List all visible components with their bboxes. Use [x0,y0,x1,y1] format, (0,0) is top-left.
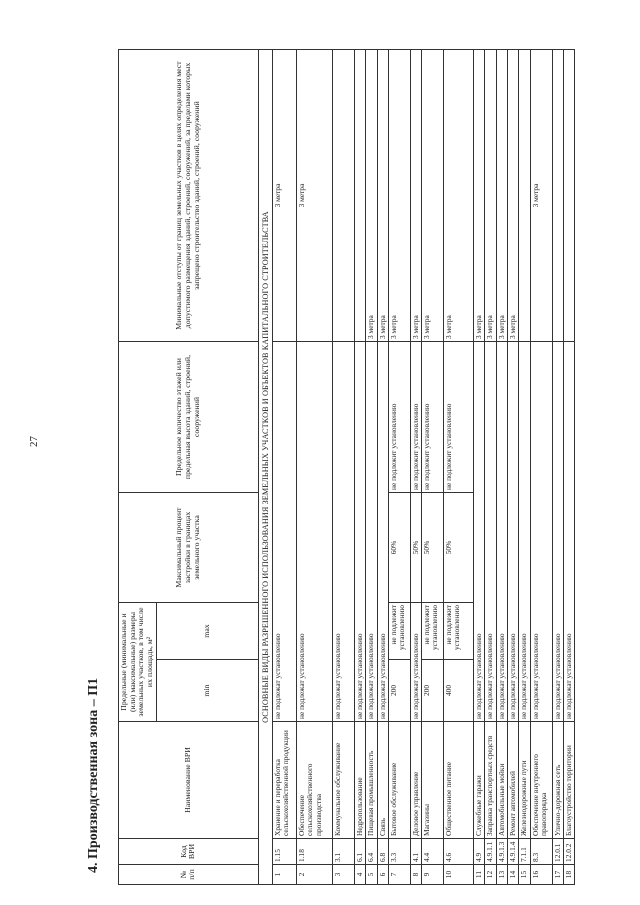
table-row [377,50,388,885]
row-min: 200 [422,660,444,722]
row-min: 400 [444,660,474,722]
row-setback [333,50,355,342]
header-floors: Предельное количество этажей или предельная высота зданий, строений, сооружений [119,342,259,493]
row-setback: 3 метра [474,50,485,342]
row-setback [563,50,574,342]
row-limits: не подлежат установлению [519,342,530,722]
table-row [422,50,444,885]
row-limits: не подлежат установлению [474,342,485,722]
row-code: 6.8 [377,839,388,865]
table-row [563,50,574,885]
table-row [485,50,496,885]
row-code: 4.9.1.4 [508,839,519,865]
row-setback: 3 метра [410,50,421,342]
row-setback: 3 метра [444,50,474,342]
header-code: Код ВРИ [119,839,259,865]
row-name: Коммунальное обслуживание [333,722,355,839]
table-row [388,50,410,885]
row-limits: не подлежат установлению [530,342,552,722]
row-setback [355,50,366,342]
row-limits: не подлежат установлению [508,342,519,722]
row-max: не подлежит установлению [422,603,444,660]
row-limits: не подлежат установлению [273,342,297,722]
row-percent: 50% [422,493,444,603]
row-code: 4.6 [444,839,474,865]
row-name: Железнодорожные пути [519,722,530,839]
row-num: 18 [563,865,574,885]
row-num: 11 [474,865,485,885]
table-row [519,50,530,885]
row-code: 4.1 [410,839,421,865]
row-code: 3.1 [333,839,355,865]
page-number: 27 [28,436,40,447]
row-name: Обеспечение внутреннего правопорядка [530,722,552,839]
row-setback: 3 метра [388,50,410,342]
row-num: 7 [388,865,410,885]
header-setback: Минимальные отступы от границ земельных участков в целях определения мест допустимого размещения зданий, строений, сооружений, за пределами которых запрещено строительство зданий, строений, сооружений [119,50,259,342]
row-num: 3 [333,865,355,885]
table-row [552,50,563,885]
table-row [273,50,297,885]
row-name: Обеспечение сельскохозяйственного производства [297,722,333,839]
row-name: Автомобильные мойки [496,722,507,839]
row-num: 2 [297,865,333,885]
row-percent: 60% [388,493,410,603]
row-limits: не подлежат установлению [410,603,421,722]
row-name: Общественное питание [444,722,474,839]
row-percent: 50% [410,493,421,603]
row-name: Хранение и переработка сельскохозяйственной продукции [273,722,297,839]
row-code: 3.3 [388,839,410,865]
row-setback: 3 метра [496,50,507,342]
page-title: 4. Производственная зона – П1 [86,677,101,873]
row-max: не подлежит установлению [388,603,410,660]
row-floors: не подлежит установлению [388,342,410,493]
row-num: 15 [519,865,530,885]
row-limits: не подлежат установлению [333,342,355,722]
row-limits: не подлежат установлению [496,342,507,722]
table-row [444,50,474,885]
row-limits: не подлежат установлению [563,342,574,722]
table-row [366,50,377,885]
row-limits: не подлежат установлению [485,342,496,722]
row-code: 1.18 [297,839,333,865]
row-num: 6 [377,865,388,885]
row-percent: 50% [444,493,474,603]
row-limits: не подлежат установлению [297,342,333,722]
row-floors: не подлежит установлению [444,342,474,493]
regulations-table [118,49,575,885]
row-name: Пищевая промышленность [366,722,377,839]
table-row [530,50,552,885]
row-code: 12.0.2 [563,839,574,865]
table-row [508,50,519,885]
table-row [333,50,355,885]
row-num: 1 [273,865,297,885]
row-name: Благоустройство территории [563,722,574,839]
row-name: Бытовое обслуживание [388,722,410,839]
row-setback [552,50,563,342]
row-num: 12 [485,865,496,885]
header-min: min [156,660,258,722]
row-setback: 3 метра [377,50,388,342]
row-num: 10 [444,865,474,885]
row-num: 8 [410,865,421,885]
section-title: ОСНОВНЫЕ ВИДЫ РАЗРЕШЕННОГО ИСПОЛЬЗОВАНИЯ ЗЕМЕЛЬНЫХ УЧАСТКОВ И ОБЪЕКТОВ КАПИТАЛЬНОГО СТРОИТЕЛЬСТВА [258,50,272,885]
table-row [355,50,366,885]
row-code: 4.4 [422,839,444,865]
row-setback: 3 метра [297,50,333,342]
row-name: Заправка транспортных средств [485,722,496,839]
row-name: Служебные гаражи [474,722,485,839]
row-num: 17 [552,865,563,885]
row-setback: 3 метра [273,50,297,342]
header-num: № п/п [119,865,259,885]
header-limits: Предельные (минимальные и (или) максимальные) размеры земельных участков, в том числе их площадь, м² [119,603,157,722]
row-code: 1.15 [273,839,297,865]
table-row [474,50,485,885]
header-max: max [156,603,258,660]
row-max: не подлежит установлению [444,603,474,660]
row-limits: не подлежат установлению [552,342,563,722]
table-row [410,50,421,885]
row-setback: 3 метра [366,50,377,342]
row-name: Ремонт автомобилей [508,722,519,839]
row-num: 13 [496,865,507,885]
row-setback: 3 метра [422,50,444,342]
row-setback: 3 метра [530,50,552,342]
header-percent: Максимальный процент застройки в границах земельного участка [119,493,259,603]
row-name: Связь [377,722,388,839]
rotated-page [86,50,631,885]
row-code: 6.4 [366,839,377,865]
row-setback: 3 метра [485,50,496,342]
row-code: 12.0.1 [552,839,563,865]
row-name: Деловое управление [410,722,421,839]
row-num: 5 [366,865,377,885]
row-name: Недропользование [355,722,366,839]
row-limits: не подлежат установлению [355,342,366,722]
table-row [297,50,333,885]
row-name: Магазины [422,722,444,839]
row-code: 4.9 [474,839,485,865]
row-num: 9 [422,865,444,885]
header-name: Наименование ВРИ [119,722,259,839]
row-setback: 3 метра [508,50,519,342]
row-name: Улично-дорожная сеть [552,722,563,839]
table-row [496,50,507,885]
row-setback [519,50,530,342]
row-num: 14 [508,865,519,885]
row-floors: не подлежит установлению [410,342,421,493]
row-limits: не подлежат установлению [366,342,377,722]
row-min: 200 [388,660,410,722]
row-floors: не подлежит установлению [422,342,444,493]
row-code: 8.3 [530,839,552,865]
row-num: 16 [530,865,552,885]
row-code: 4.9.1.3 [496,839,507,865]
row-code: 7.1.1 [519,839,530,865]
row-code: 6.1 [355,839,366,865]
row-num: 4 [355,865,366,885]
row-limits: не подлежат установлению [377,342,388,722]
row-code: 4.9.1.1 [485,839,496,865]
